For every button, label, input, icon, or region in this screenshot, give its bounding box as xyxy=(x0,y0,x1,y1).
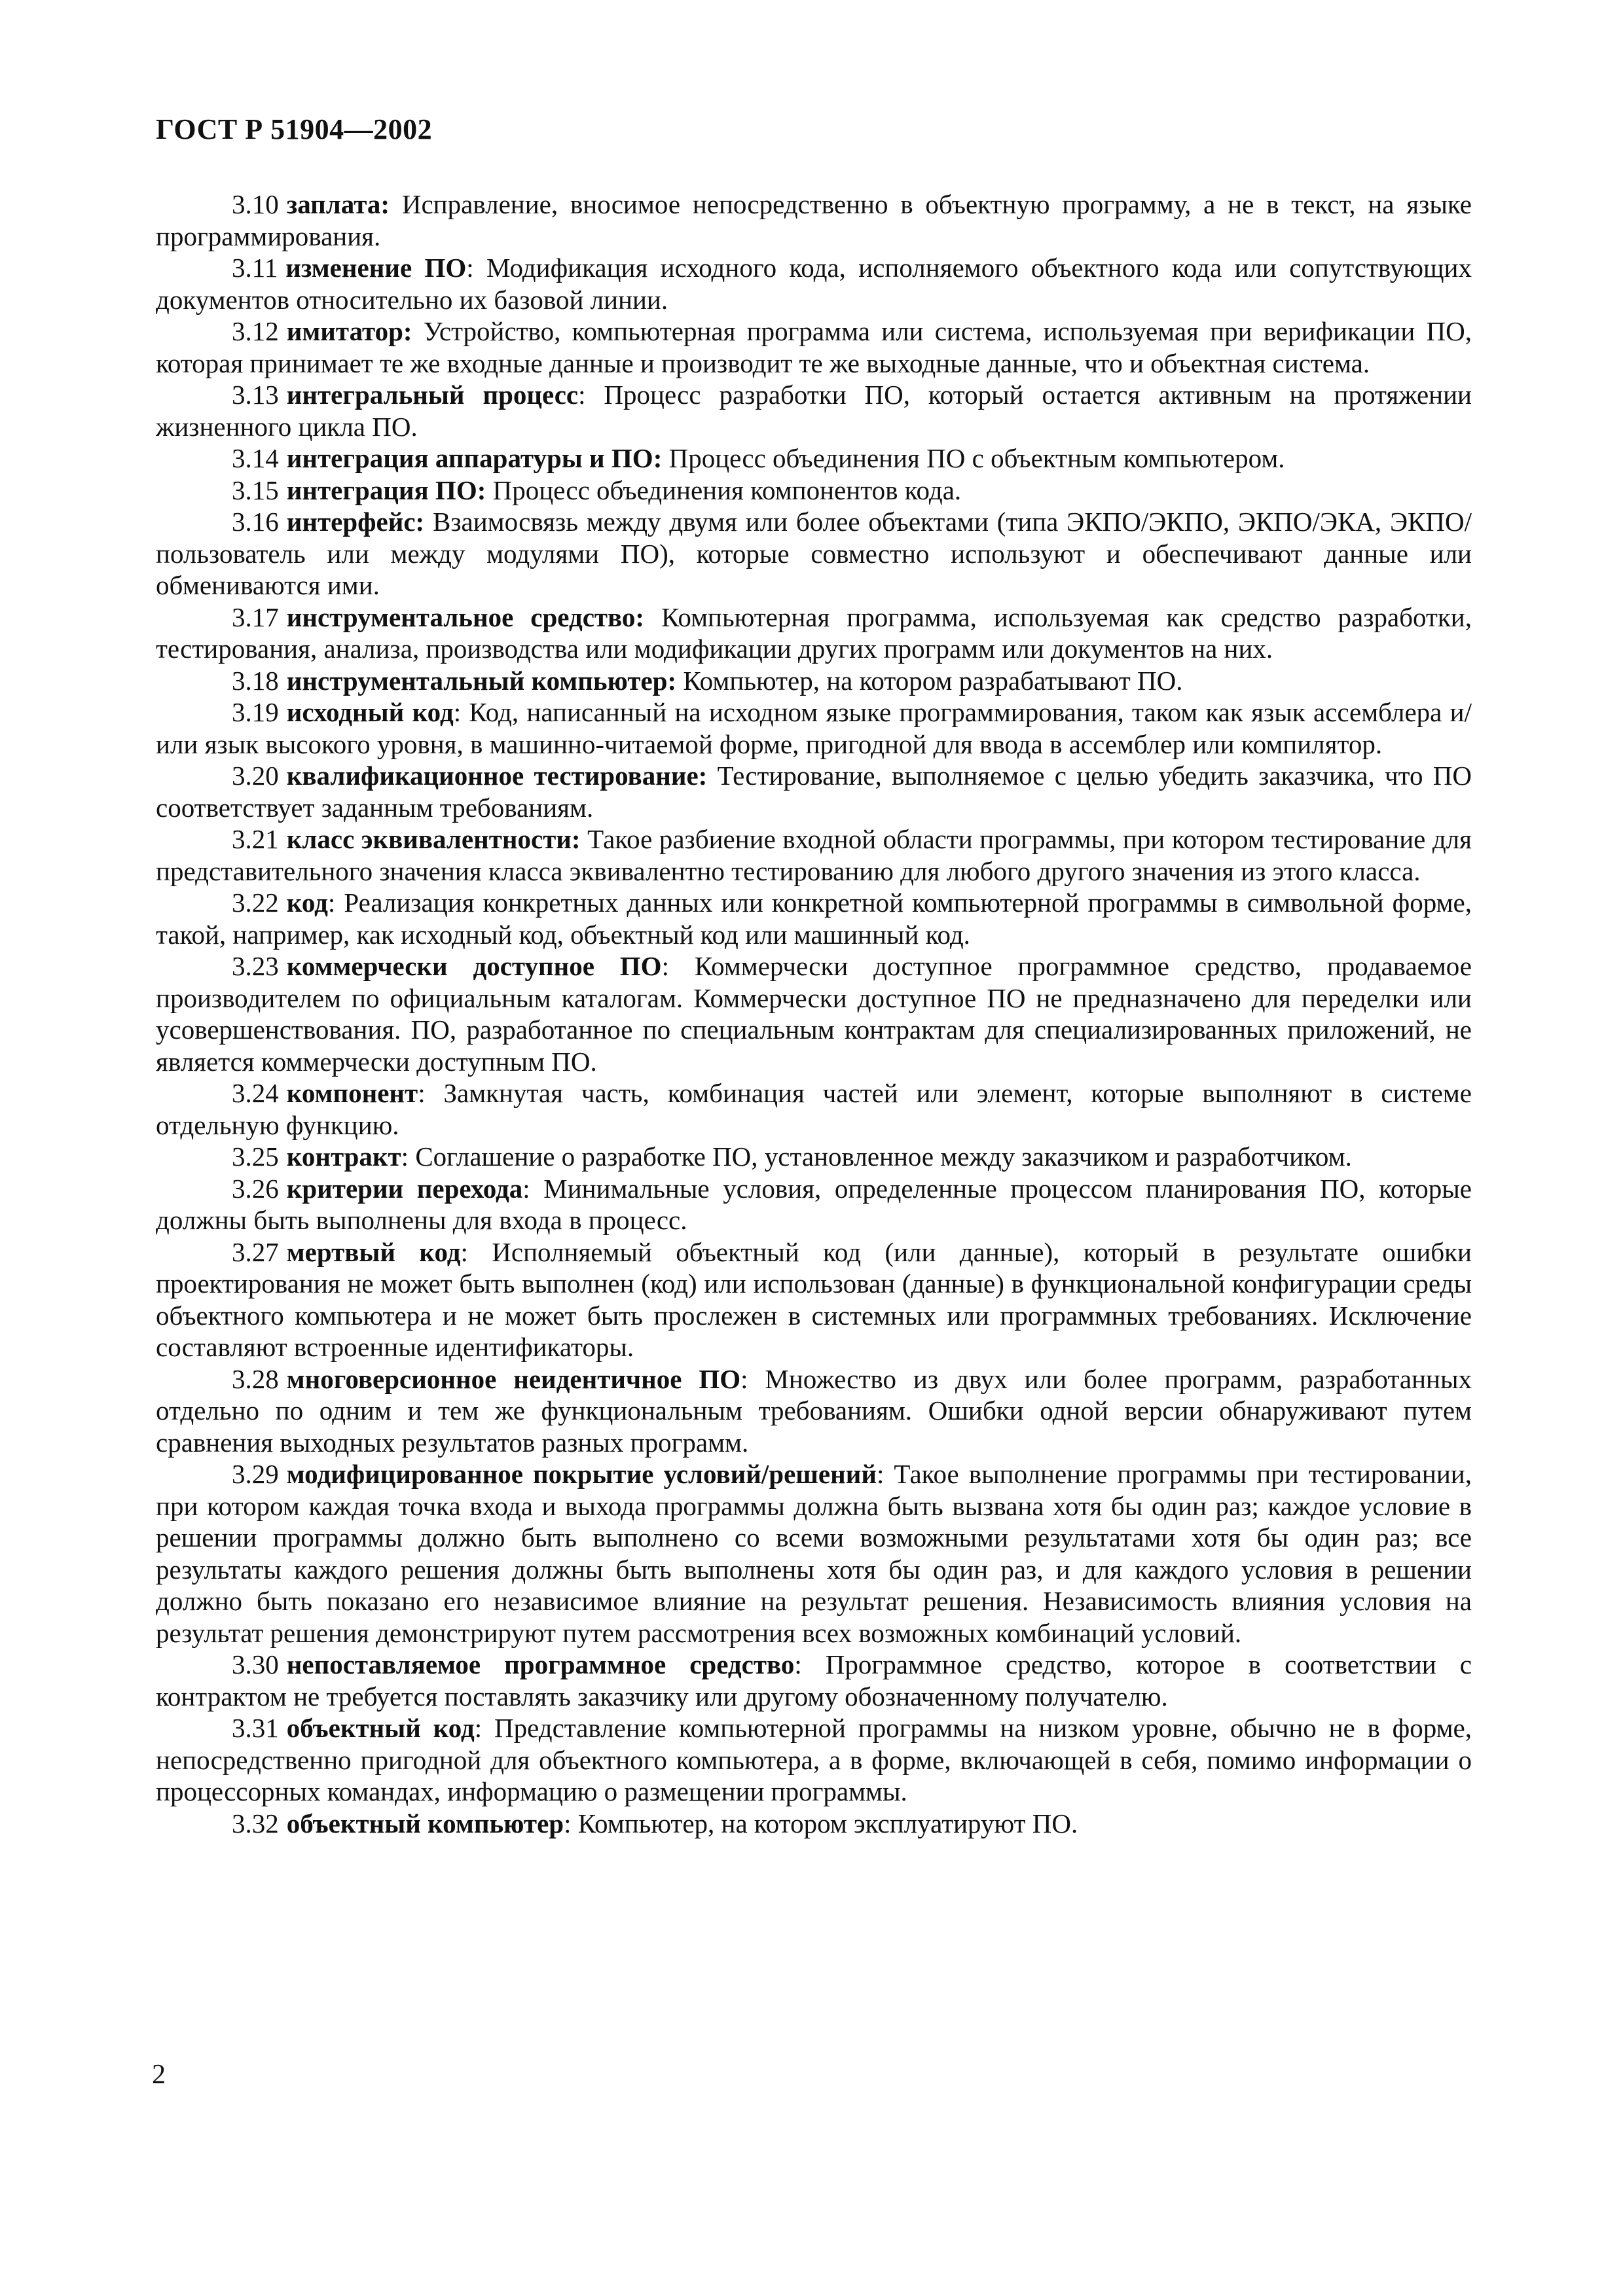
entry-definition: : Замкнутая часть, комбинация частей или элемент, которые выполняют в системе отдельную функцию. xyxy=(156,1078,1472,1140)
entry-number: 3.18 xyxy=(232,665,279,696)
entry-term: изменение ПО xyxy=(285,253,467,283)
entry-term: критерии перехода xyxy=(286,1173,523,1204)
definition-entry xyxy=(156,252,1472,315)
definition-entry xyxy=(156,1236,1472,1363)
entry-number: 3.29 xyxy=(232,1459,279,1489)
entry-number: 3.14 xyxy=(232,443,279,473)
entry-term: интерфейс: xyxy=(286,507,425,537)
entry-term: коммерчески доступное ПО xyxy=(286,951,662,981)
definition-entry xyxy=(156,315,1472,379)
entry-definition: : Коммерчески доступное программное средство, продаваемое производителем по официальным каталогам. Коммерчески доступное ПО не предназначено для переделки или усовершенствования. ПО, разработанное по специальным контрактам для специализированных приложений, не является коммерчески доступным ПО. xyxy=(156,951,1472,1077)
entry-term: модифицированное покрытие условий/решений xyxy=(286,1459,877,1489)
entry-definition: Компьютерная программа, используемая как средство разработки, тестирования, анализа, производства или модификации других программ или документов на них. xyxy=(156,601,1472,664)
entry-term: класс эквивалентности: xyxy=(286,824,581,854)
entry-number: 3.22 xyxy=(232,888,279,918)
entry-number: 3.20 xyxy=(232,761,279,791)
entry-term: инструментальное средство: xyxy=(286,601,645,632)
entry-number: 3.12 xyxy=(232,316,279,346)
entry-definition: Процесс объединения ПО с объектным компьютером. xyxy=(668,443,1285,473)
entry-term: исходный код xyxy=(286,697,454,727)
entry-term: заплата: xyxy=(286,189,390,219)
definition-entry xyxy=(156,1712,1472,1808)
entry-number: 3.27 xyxy=(232,1236,279,1267)
entry-definition: : Программное средство, которое в соответствии с контрактом не требуется поставлять заказчику или другому обозначенному получателю. xyxy=(156,1649,1472,1712)
entry-definition: Устройство, компьютерная программа или система, используемая при верификации ПО, которая принимает те же входные данные и производит те же выходные данные, что и объектная система. xyxy=(156,316,1472,378)
entry-number: 3.15 xyxy=(232,475,279,505)
entry-definition: Процесс объединения компонентов кода. xyxy=(492,475,962,505)
entry-definition: : Исполняемый объектный код (или данные), который в результате ошибки проектирования не может быть выполнен (код) или использован (данные) в функциональной конфигурации среды объектного компьютера и не может быть прослежен в системных или программных требованиях. Исключение составляют встроенные идентификаторы. xyxy=(156,1236,1472,1362)
entry-number: 3.28 xyxy=(232,1363,279,1394)
definition-entry xyxy=(156,1363,1472,1459)
definition-entry xyxy=(156,1649,1472,1712)
document-header: ГОСТ Р 51904—2002 xyxy=(156,113,433,145)
definition-entry xyxy=(156,601,1472,665)
entry-definition: Тестирование, выполняемое с целью убедить заказчика, что ПО соответствует заданным требованиям. xyxy=(156,761,1472,823)
definition-entry xyxy=(156,506,1472,601)
entry-number: 3.24 xyxy=(232,1078,279,1108)
entry-definition: : Множество из двух или более программ, разработанных отдельно по одним и тем же функциональным требованиям. Ошибки одной версии обнаруживают путем сравнения выходных результатов разных программ. xyxy=(156,1363,1472,1458)
definition-entry xyxy=(156,950,1472,1077)
entry-definition: Компьютер, на котором разрабатывают ПО. xyxy=(683,665,1183,696)
entry-definition: : Реализация конкретных данных или конкретной компьютерной программы в символьной форме, такой, например, как исходный код, объектный код или машинный код. xyxy=(156,888,1472,950)
entry-term: непоставляемое программное средство xyxy=(286,1649,795,1679)
entry-term: компонент xyxy=(286,1078,418,1108)
entry-term: мертвый код xyxy=(286,1236,461,1267)
definition-entry xyxy=(156,1458,1472,1649)
entry-term: интегральный процесс xyxy=(286,380,579,410)
entry-number: 3.10 xyxy=(232,189,279,219)
entry-definition: : Такое выполнение программы при тестировании, при котором каждая точка входа и выхода программы должна быть вызвана хотя бы один раз; каждое условие в решении программы должно быть выполнено со всеми возможными результатами хотя бы один раз; все результаты каждого решения должны быть выполнены хотя бы один раз, и для каждого условия в решении должно быть показано его независимое влияние на результат решения. Независимость влияния условия на результат решения демонстрируют путем рассмотрения всех возможных комбинаций условий. xyxy=(156,1459,1472,1648)
definition-entry xyxy=(156,1808,1472,1840)
entry-definition: : Компьютер, на котором эксплуатируют ПО. xyxy=(564,1808,1078,1839)
entry-term: интеграция ПО: xyxy=(286,475,486,505)
entry-number: 3.11 xyxy=(232,253,278,283)
entry-term: квалификационное тестирование: xyxy=(286,761,708,791)
definition-entry xyxy=(156,665,1472,697)
definition-entry xyxy=(156,1173,1472,1236)
entry-number: 3.30 xyxy=(232,1649,279,1679)
entry-number: 3.25 xyxy=(232,1141,279,1172)
entry-definition: : Соглашение о разработке ПО, установленное между заказчиком и разработчиком. xyxy=(401,1141,1352,1172)
entry-term: код xyxy=(286,888,328,918)
entry-term: многоверсионное неидентичное ПО xyxy=(286,1363,741,1394)
entry-number: 3.21 xyxy=(232,824,279,854)
entry-number: 3.23 xyxy=(232,951,279,981)
page-number: 2 xyxy=(152,2060,166,2090)
definition-entry xyxy=(156,475,1472,507)
definition-entry xyxy=(156,442,1472,475)
definition-entry xyxy=(156,1141,1472,1173)
entry-definition: Такое разбиение входной области программы, при котором тестирование для представительного значения класса эквивалентно тестированию для любого другого значения из этого класса. xyxy=(156,824,1472,886)
entry-number: 3.26 xyxy=(232,1173,279,1204)
entry-number: 3.31 xyxy=(232,1713,279,1743)
entry-term: объектный компьютер xyxy=(286,1808,564,1839)
definition-entry xyxy=(156,696,1472,760)
entry-term: контракт xyxy=(286,1141,401,1172)
definition-entry xyxy=(156,379,1472,442)
entry-definition: : Процесс разработки ПО, который остается активным на протяжении жизненного цикла ПО. xyxy=(156,380,1472,442)
definition-entry xyxy=(156,760,1472,823)
entry-number: 3.32 xyxy=(232,1808,279,1839)
entry-definition: : Код, написанный на исходном языке программирования, таком как язык ассемблера и/или язык высокого уровня, в машинно-читаемой форме, пригодной для ввода в ассемблер или компилятор. xyxy=(156,697,1472,759)
definition-entry xyxy=(156,1077,1472,1141)
definition-entry xyxy=(156,188,1472,252)
definitions-list xyxy=(156,188,1472,1839)
entry-definition: : Представление компьютерной программы на низком уровне, обычно не в форме, непосредственно пригодной для объектного компьютера, а в форме, включающей в себя, помимо информации о процессорных командах, информацию о размещении программы. xyxy=(156,1713,1472,1806)
entry-term: интеграция аппаратуры и ПО: xyxy=(286,443,663,473)
entry-number: 3.16 xyxy=(232,507,279,537)
definition-entry xyxy=(156,823,1472,887)
entry-definition: : Минимальные условия, определенные процессом планирования ПО, которые должны быть выполнены для входа в процесс. xyxy=(156,1173,1472,1235)
definition-entry xyxy=(156,887,1472,950)
entry-definition: : Модификация исходного кода, исполняемого объектного кода или сопутствующих документов относительно их базовой линии. xyxy=(156,253,1472,315)
entry-number: 3.19 xyxy=(232,697,279,727)
entry-term: имитатор: xyxy=(286,316,412,346)
entry-definition: Взаимосвязь между двумя или более объектами (типа ЭКПО/ЭКПО, ЭКПО/ЭКА, ЭКПО/пользователь или между модулями ПО), которые совместно используют и обеспечивают данные или обмениваются ими. xyxy=(156,507,1472,600)
entry-term: инструментальный компьютер: xyxy=(286,665,677,696)
entry-number: 3.17 xyxy=(232,601,279,632)
entry-term: объектный код xyxy=(286,1713,475,1743)
entry-number: 3.13 xyxy=(232,380,279,410)
entry-definition: Исправление, вносимое непосредственно в объектную программу, а не в текст, на языке программирования. xyxy=(156,189,1472,251)
